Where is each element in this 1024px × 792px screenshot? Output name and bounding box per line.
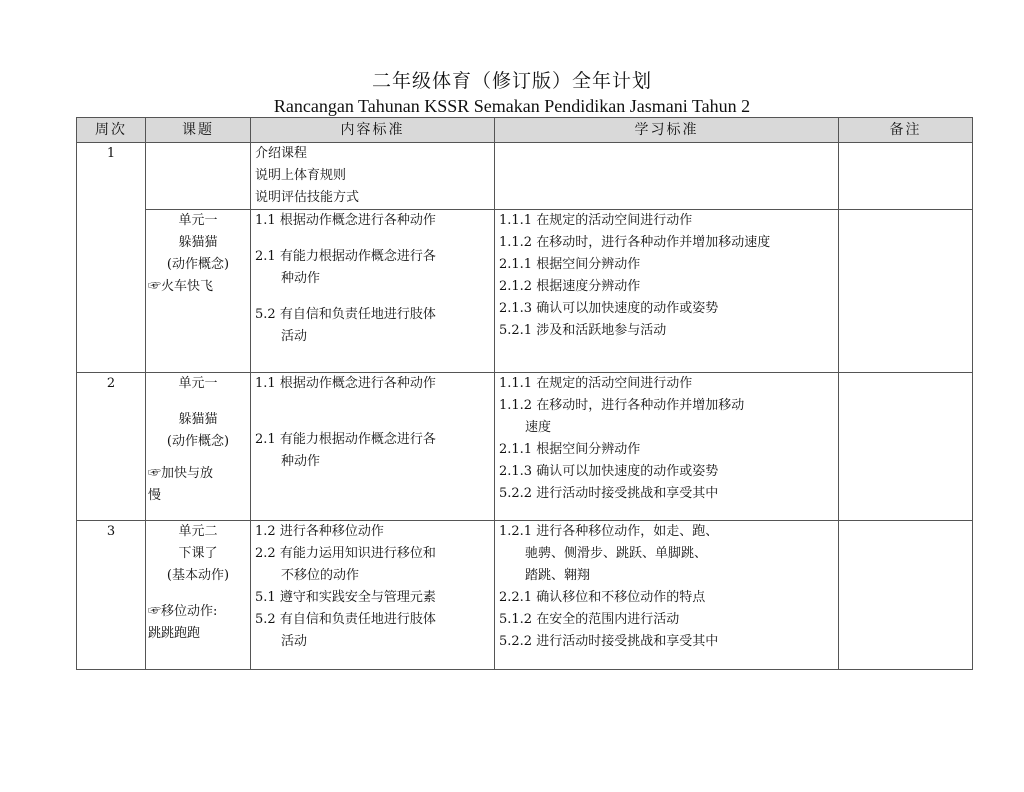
content-cell	[251, 521, 495, 670]
intro-item: 说明上体育规则	[255, 168, 347, 183]
header-week: 周次	[77, 118, 146, 143]
content-cell	[251, 143, 495, 210]
content-standard-item: 1.1 根据动作概念进行各种动作	[255, 213, 436, 228]
content-standard-item: 5.1 遵守和实践安全与管理元素	[255, 590, 436, 605]
content-standard-continuation: 活动	[281, 329, 308, 344]
table-row	[77, 373, 973, 521]
topic-cell	[146, 210, 251, 373]
learning-cell	[495, 521, 839, 670]
learning-standard-item: 1.1.1 在规定的活动空间进行动作	[499, 213, 693, 228]
header-learning-standard: 学习标准	[495, 118, 839, 143]
learning-standard-continuation: 驰骋、侧滑步、跳跃、单脚跳、	[525, 546, 708, 561]
content-standard-continuation: 不移位的动作	[281, 568, 360, 583]
content-standard-item: 1.2 进行各种移位动作	[255, 524, 384, 539]
notes-cell	[839, 373, 973, 521]
learning-standard-item: 1.2.1 进行各种移位动作，如走、跑、	[499, 524, 719, 539]
activity-label: ☞加快与放	[148, 466, 214, 481]
topic-cell	[146, 521, 251, 670]
content-standard-continuation: 活动	[281, 634, 308, 649]
content-standard-item: 5.2 有自信和负责任地进行肢体	[255, 612, 436, 627]
learning-standard-item: 2.1.3 确认可以加快速度的动作或姿势	[499, 301, 719, 316]
learning-standard-item: 5.2.2 进行活动时接受挑战和享受其中	[499, 634, 719, 649]
unit-label: 单元一	[178, 213, 218, 228]
topic-cell	[146, 373, 251, 521]
learning-standard-item: 5.1.2 在安全的范围内进行活动	[499, 612, 680, 627]
page-title-chinese: 二年级体育（修订版）全年计划	[371, 70, 652, 92]
category-label: (动作概念)	[166, 257, 230, 272]
activity-label: ☞火车快飞	[148, 279, 214, 294]
intro-item: 介绍课程	[255, 146, 308, 161]
learning-standard-item: 1.1.2 在移动时，进行各种动作并增加移动速度	[499, 235, 771, 250]
content-standard-item: 2.1 有能力根据动作概念进行各	[255, 432, 436, 447]
learning-cell	[495, 373, 839, 521]
learning-standard-continuation: 踏跳、翱翔	[525, 568, 591, 583]
learning-cell	[495, 210, 839, 373]
content-standard-item: 5.2 有自信和负责任地进行肢体	[255, 307, 436, 322]
learning-standard-item: 2.1.2 根据速度分辨动作	[499, 279, 641, 294]
game-label: 躲猫猫	[178, 235, 218, 250]
table-row	[77, 143, 973, 210]
learning-standard-item: 2.1.1 根据空间分辨动作	[499, 442, 641, 457]
activity-label-continuation: 跳跳跑跑	[148, 626, 201, 641]
content-cell	[251, 373, 495, 521]
notes-cell	[839, 143, 973, 210]
notes-cell	[839, 521, 973, 670]
page-title-malay: Rancangan Tahunan KSSR Semakan Pendidikan Jasmani Tahun 2	[273, 96, 751, 116]
topic-cell	[146, 143, 251, 210]
learning-standard-continuation: 速度	[525, 420, 552, 435]
week-number: 3	[77, 521, 146, 670]
content-cell	[251, 210, 495, 373]
learning-standard-item: 2.1.1 根据空间分辨动作	[499, 257, 641, 272]
category-label: (动作概念)	[166, 434, 230, 449]
content-standard-continuation: 种动作	[281, 271, 321, 286]
learning-standard-item: 1.1.1 在规定的活动空间进行动作	[499, 376, 693, 391]
game-label: 下课了	[178, 546, 218, 561]
learning-standard-item: 5.2.2 进行活动时接受挑战和享受其中	[499, 486, 719, 501]
week-number: 2	[77, 373, 146, 521]
game-label: 躲猫猫	[178, 412, 218, 427]
content-standard-item: 2.1 有能力根据动作概念进行各	[255, 249, 436, 264]
table-header-row	[77, 118, 973, 143]
header-topic: 课题	[146, 118, 251, 143]
learning-standard-item: 1.1.2 在移动时，进行各种动作并增加移动	[499, 398, 745, 413]
notes-cell	[839, 210, 973, 373]
activity-label: ☞移位动作:	[148, 604, 218, 619]
table-row	[77, 210, 973, 373]
learning-standard-item: 2.1.3 确认可以加快速度的动作或姿势	[499, 464, 719, 479]
learning-standard-item: 5.2.1 涉及和活跃地参与活动	[499, 323, 667, 338]
annual-plan-table	[76, 117, 973, 670]
unit-label: 单元二	[178, 524, 218, 539]
learning-cell	[495, 143, 839, 210]
table-row	[77, 521, 973, 670]
intro-item: 说明评估技能方式	[255, 190, 360, 205]
content-standard-continuation: 种动作	[281, 454, 321, 469]
activity-label-continuation: 慢	[148, 488, 162, 503]
header-notes: 备注	[839, 118, 973, 143]
category-label: (基本动作)	[166, 568, 230, 583]
content-standard-item: 2.2 有能力运用知识进行移位和	[255, 546, 436, 561]
week-number: 1	[77, 143, 146, 373]
content-standard-item: 1.1 根据动作概念进行各种动作	[255, 376, 436, 391]
unit-label: 单元一	[178, 376, 218, 391]
header-content-standard: 内容标准	[251, 118, 495, 143]
learning-standard-item: 2.2.1 确认移位和不移位动作的特点	[499, 590, 706, 605]
